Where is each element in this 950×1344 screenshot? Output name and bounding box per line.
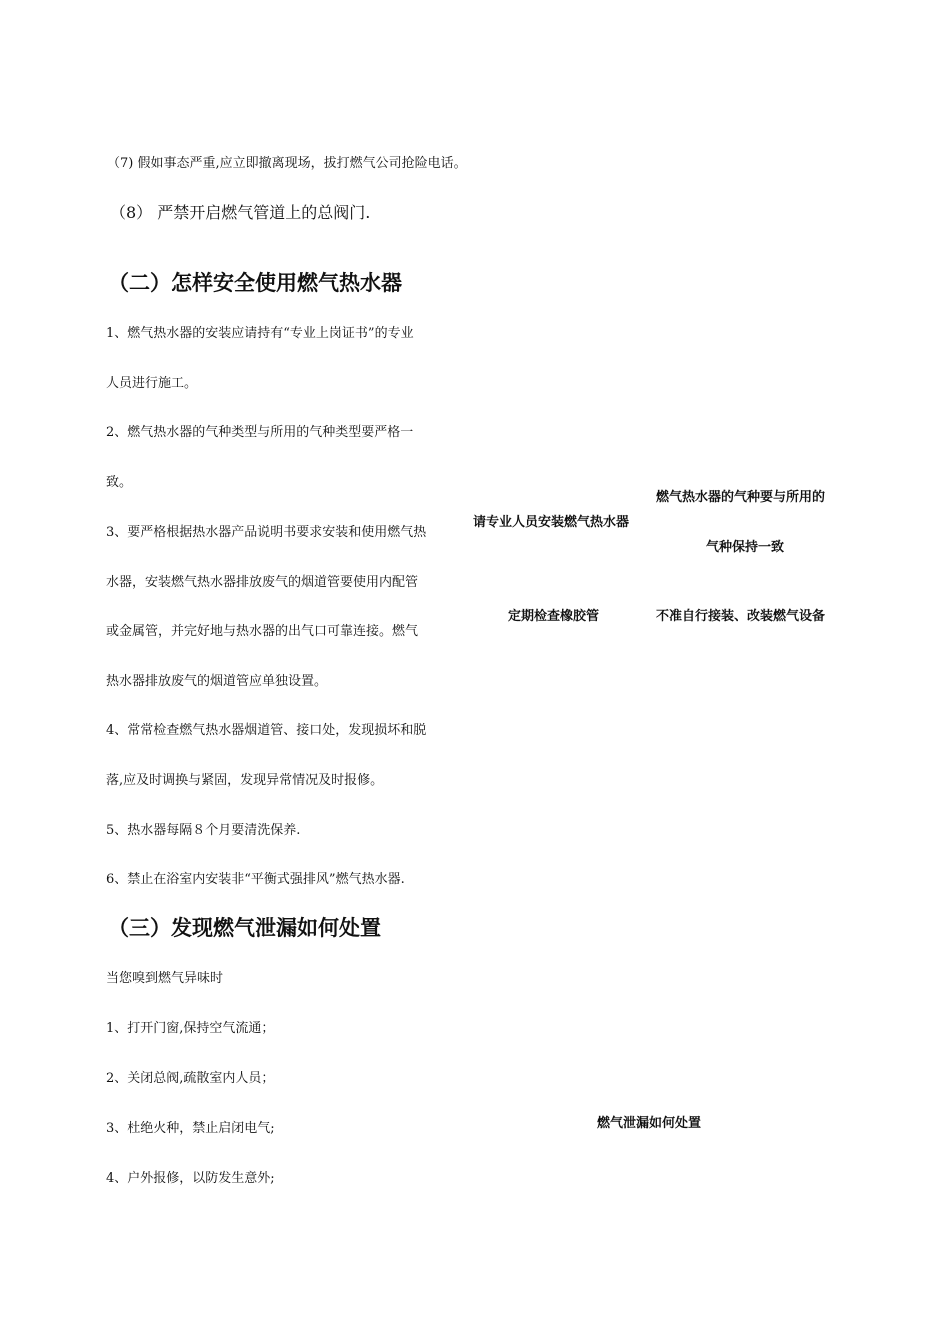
caption-no-modify: 不准自行接装、改装燃气设备 [656,609,826,624]
s3-line-1: 1、打开门窗,保持空气流通； [106,1021,275,1036]
s2-line-11: 5、热水器每隔８个月要清洗保养. [106,823,301,838]
s2-line-7: 或金属管，并完好地与热水器的出气口可靠连接。燃气 [106,624,419,639]
s2-line-3: 2、燃气热水器的气种类型与所用的气种类型要严格一 [106,425,414,440]
s2-line-12: 6、禁止在浴室内安装非“平衡式强排风”燃气热水器. [106,872,405,887]
caption-gas-type-line-1: 燃气热水器的气种要与所用的 [656,490,826,505]
caption-gas-type-line-2: 气种保持一致 [706,540,785,555]
s2-line-10: 落,应及时调换与紧固，发现异常情况及时报修。 [106,773,384,788]
section-2-heading: （二）怎样安全使用燃气热水器 [108,271,402,295]
s3-intro: 当您嗅到燃气异味时 [106,971,224,986]
caption-install: 请专业人员安装燃气热水器 [473,515,630,530]
caption-hose: 定期检查橡胶管 [508,609,600,624]
s2-line-5: 3、要严格根据热水器产品说明书要求安装和使用燃气热 [106,525,427,540]
s3-line-4: 4、户外报修，以防发生意外; [106,1171,275,1186]
s3-line-2: 2、关闭总阀,疏散室内人员； [106,1071,275,1086]
s2-line-4: 致。 [106,475,133,490]
s2-line-9: 4、常常检查燃气热水器烟道管、接口处，发现损坏和脱 [106,723,427,738]
section-3-heading: （三）发现燃气泄漏如何处置 [108,916,381,940]
s2-line-2: 人员进行施工。 [106,376,198,391]
s3-line-3: 3、杜绝火种，禁止启闭电气; [106,1121,275,1136]
caption-leak: 燃气泄漏如何处置 [597,1116,702,1131]
s2-line-6: 水器，安装燃气热水器排放废气的烟道管要使用内配管 [106,575,419,590]
s2-line-8: 热水器排放废气的烟道管应单独设置。 [106,674,328,689]
s2-line-1: 1、燃气热水器的安装应请持有“专业上岗证书”的专业 [106,326,414,341]
item-7: （7) 假如事态严重,应立即撤离现场，拔打燃气公司抢险电话。 [107,156,467,171]
item-8: （8） 严禁开启燃气管道上的总阀门. [110,203,371,222]
